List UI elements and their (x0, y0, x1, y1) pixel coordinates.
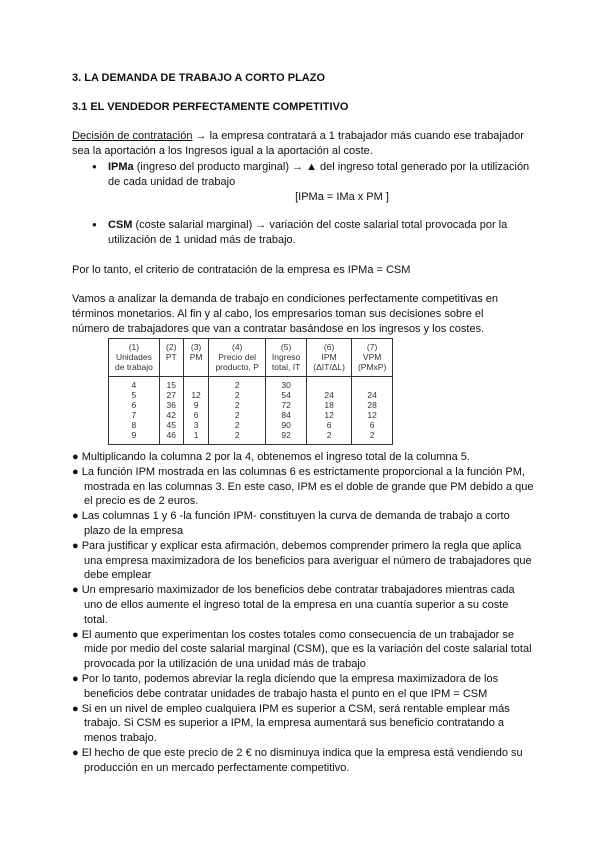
column-values (209, 377, 265, 445)
table-cell: 6 (326, 420, 332, 430)
column-header (351, 339, 392, 377)
table-cell: 15 (166, 380, 176, 390)
column-header (265, 339, 306, 377)
table-cell: 7 (131, 410, 137, 420)
table-cell: 24 (367, 390, 377, 400)
analysis-paragraph: Vamos a analizar la demanda de trabajo en condiciones perfectamente competitivas en términos monetarios. Al fin y al cabo, los empresarios toman sus decisiones sobre el número de trabajadores que van a contratar basándose en los ingresos y los costes. (72, 293, 498, 335)
table-cell: 36 (166, 400, 176, 410)
header-line: producto, P (215, 362, 259, 372)
bullet-icon: ● (72, 584, 82, 597)
list-item-text: Un empresario maximizador de los beneficios debe contratar trabajadores mientras cada uno de ellos aumente el ingreso total de la empresa en una cuantía superior a su coste total. (81, 584, 515, 626)
header-line: Precio del (218, 352, 257, 362)
table-cell: 28 (367, 400, 377, 410)
table-cell: 45 (166, 420, 176, 430)
header-line: (ΔIT/ΔL) (313, 362, 345, 372)
bullet-icon: ● (72, 510, 82, 523)
table-cell: 27 (166, 390, 176, 400)
header-line: (5) (280, 342, 292, 352)
list-item (72, 465, 534, 509)
header-line: (2) (166, 342, 177, 352)
header-line: IPM (321, 352, 337, 362)
header-line: VPM (362, 352, 382, 362)
header-line (166, 362, 177, 372)
table-cell: 2 (234, 380, 240, 390)
table-cell: 2 (234, 430, 240, 440)
bullet-icon: ● (72, 672, 82, 685)
heading-section-3-1: 3.1 EL VENDEDOR PERFECTAMENTE COMPETITIVO (72, 101, 349, 113)
table-cell: 12 (324, 410, 334, 420)
list-item (72, 672, 534, 702)
header-line: (7) (366, 342, 378, 352)
header-line: (PMxP) (357, 362, 387, 372)
list-item (72, 509, 534, 539)
column-values (183, 377, 209, 445)
table-cell: 46 (166, 430, 176, 440)
list-item-text: El hecho de que este precio de 2 € no disminuya indica que la empresa está vendiendo su producción en un mercado perfectamente competitivo. (81, 746, 523, 774)
table-cell: 12 (191, 390, 201, 400)
table-cell: 8 (131, 420, 137, 430)
table-cell: 42 (166, 410, 176, 420)
table-cell: 24 (324, 390, 334, 400)
column-values (265, 377, 306, 445)
intro-label: Decisión de contratación (72, 130, 193, 142)
term: IPMa (108, 161, 134, 173)
list-item-text: La función IPM mostrada en las columnas 6 es estrictamente proporcional a la función PM, mostrada en las columnas 3. En este caso, IPM es el doble de grande que PM debido a que el precio es de 2 euros. (81, 465, 534, 508)
table-cell: 2 (234, 420, 240, 430)
column-header (109, 339, 160, 377)
formula: [IPMa = IMa x PM ] (295, 190, 389, 203)
definition-ipma (72, 160, 532, 204)
table-cell: 90 (281, 420, 291, 430)
column-header (159, 339, 183, 377)
header-line: Ingreso (271, 352, 301, 362)
definition-text: (ingreso del producto marginal) → ▲ del ingreso total generado por la utilización de cada unidad de trabajo (108, 161, 530, 188)
table-cell: 2 (234, 390, 240, 400)
column-values (307, 377, 352, 445)
table-cell: 4 (131, 380, 137, 390)
header-line (190, 362, 203, 372)
table-cell: 12 (367, 410, 377, 420)
column-values (109, 377, 160, 445)
bullet-icon: ● (72, 539, 82, 552)
table-cell: 72 (281, 400, 291, 410)
table-cell: 2 (234, 410, 240, 420)
labor-demand-table (108, 338, 393, 445)
column-values (351, 377, 392, 445)
header-line: (3) (190, 342, 202, 352)
header-line: de trabajo (115, 362, 153, 372)
table-cell: 18 (324, 400, 334, 410)
table-cell: 5 (131, 390, 137, 400)
header-line: total, IT (271, 362, 301, 372)
list-item-text: Por lo tanto, podemos abreviar la regla diciendo que la empresa maximizadora de los beneficios debe contratar unidades de trabajo hasta el punto en el que IPM = CSM (81, 672, 499, 700)
bullet-icon: ● (72, 746, 82, 759)
table-cell: 54 (281, 390, 291, 400)
header-line: (6) (323, 342, 335, 352)
bullet-icon: ● (72, 465, 82, 478)
bullet-icon: ● (72, 628, 82, 641)
list-item (72, 539, 534, 583)
intro-paragraph (72, 129, 532, 159)
bullet-icon: ● (72, 702, 82, 715)
table-cell (311, 380, 347, 390)
header-line: Unidades (115, 352, 152, 362)
table-cell: 2 (234, 400, 240, 410)
table-cell (188, 380, 205, 390)
table-cell: 1 (193, 430, 199, 440)
intro-text: → la empresa contratará a 1 trabajador más cuando ese trabajador sea la aportación a los Ingresos igual a la aportación al coste. (72, 130, 524, 157)
table-cell: 30 (281, 380, 291, 390)
header-line: PM (189, 352, 203, 362)
list-item (72, 628, 534, 672)
column-header (209, 339, 265, 377)
table-cell: 6 (131, 400, 137, 410)
list-item (72, 583, 534, 627)
table-cell: 2 (369, 430, 375, 440)
list-item-text: Si en un nivel de empleo cualquiera IPM es superior a CSM, será rentable emplear más trabajo. Si CSM es superior a IPM, la empresa aumentará sus beneficio contratando a menos trabajo. (81, 702, 510, 745)
table-cell: 92 (281, 430, 291, 440)
criterion: Por lo tanto, el criterio de contratación de la empresa es IPMa = CSM (72, 264, 411, 276)
list-item (72, 450, 534, 465)
table-cell: 3 (193, 420, 199, 430)
table-cell (356, 380, 388, 390)
definition-text: (coste salarial marginal) → variación del coste salarial total provocada por la utilización de 1 unidad más de trabajo. (108, 219, 508, 246)
heading-section-3: 3. LA DEMANDA DE TRABAJO A CORTO PLAZO (72, 72, 326, 84)
list-item-text: El aumento que experimentan los costes totales como consecuencia de un trabajador se mide por medio del coste salarial marginal (CSM), que es la variación del coste salarial total provocada por la utilización de una unidad más de trabajo (81, 628, 532, 671)
header-line: PT (165, 352, 177, 362)
table-cell: 6 (369, 420, 375, 430)
list-item-text: Las columnas 1 y 6 -la función IPM- constituyen la curva de demanda de trabajo a corto plazo de la empresa (81, 510, 510, 537)
list-item-text: Multiplicando la columna 2 por la 4, obtenemos el ingreso total de la columna 5. (81, 451, 470, 463)
list-item (72, 702, 534, 746)
table-cell: 9 (193, 400, 199, 410)
term: CSM (108, 219, 133, 231)
table-cell: 6 (193, 410, 199, 420)
table-cell: 9 (131, 430, 137, 440)
list-item (72, 746, 534, 776)
bullet-list (72, 450, 534, 776)
column-header (183, 339, 209, 377)
column-values (159, 377, 183, 445)
table-cell: 84 (281, 410, 291, 420)
definition-csm (72, 218, 532, 248)
column-header (307, 339, 352, 377)
table-cell: 2 (326, 430, 332, 440)
bullet-icon: ● (72, 451, 82, 463)
list-item-text: Para justificar y explicar esta afirmación, debemos comprender primero la regla que aplica una empresa maximizadora de los beneficios para averiguar el número de trabajadores que debe emplear (81, 539, 532, 582)
header-line: (4) (231, 342, 243, 352)
header-line: (1) (128, 342, 140, 352)
